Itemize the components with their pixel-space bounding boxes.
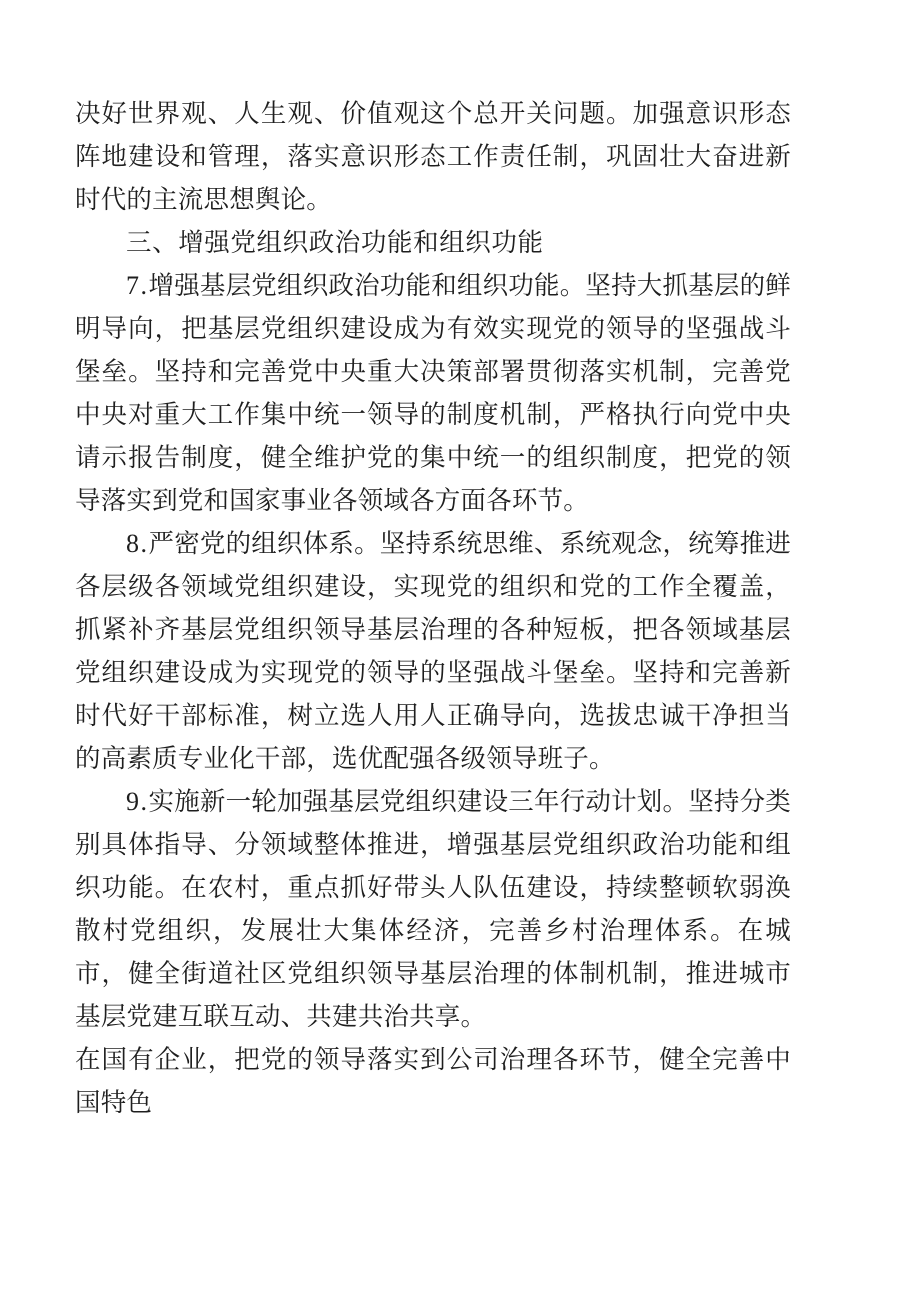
item-number-7: 7 <box>126 271 140 300</box>
item-number-separator-7: . <box>140 271 148 300</box>
numbered-paragraph-8 <box>75 522 791 780</box>
paragraph-continued: 决好世界观、人生观、价值观这个总开关问题。加强意识形态阵地建设和管理，落实意识形态工作责任制，巩固壮大奋进新时代的主流思想舆论。 <box>75 99 791 214</box>
numbered-paragraph-8-text: 严密党的组织体系。坚持系统思维、系统观念，统筹推进各层级各领域党组织建设，实现党的组织和党的工作全覆盖，抓紧补齐基层党组织领导基层治理的各种短板，把各领域基层党组织建设成为实现党的领导的坚强战斗堡垒。坚持和完善新时代好干部标准，树立选人用人正确导向，选拔忠诚干净担当的高素质专业化干部，选优配强各级领导班子。 <box>75 529 792 773</box>
item-number-9: 9 <box>126 787 140 816</box>
section-heading-three: 三、增强党组织政治功能和组织功能 <box>126 228 544 257</box>
item-number-separator-8: . <box>140 529 148 558</box>
numbered-paragraph-9 <box>75 780 791 1038</box>
document-text-body <box>75 92 791 1124</box>
paragraph-continued-tail: 在国有企业，把党的领导落实到公司治理各环节，健全完善中国特色 <box>75 1045 791 1117</box>
item-number-separator-9: . <box>140 787 148 816</box>
numbered-paragraph-7-text: 增强基层党组织政治功能和组织功能。坚持大抓基层的鲜明导向，把基层党组织建设成为有效实现党的领导的坚强战斗堡垒。坚持和完善党中央重大决策部署贯彻落实机制，完善党中央对重大工作集中统一领导的制度机制，严格执行向党中央请示报告制度，健全维护党的集中统一的组织制度，把党的领导落实到党和国家事业各领域各方面各环节。 <box>75 271 792 515</box>
numbered-paragraph-7 <box>75 264 791 522</box>
item-number-8: 8 <box>126 529 140 558</box>
numbered-paragraph-9-text: 实施新一轮加强基层党组织建设三年行动计划。坚持分类别具体指导、分领域整体推进，增强基层党组织政治功能和组织功能。在农村，重点抓好带头人队伍建设，持续整顿软弱涣散村党组织，发展壮大集体经济，完善乡村治理体系。在城市，健全街道社区党组织领导基层治理的体制机制，推进城市基层党建互联互动、共建共治共享。 <box>75 787 792 1031</box>
